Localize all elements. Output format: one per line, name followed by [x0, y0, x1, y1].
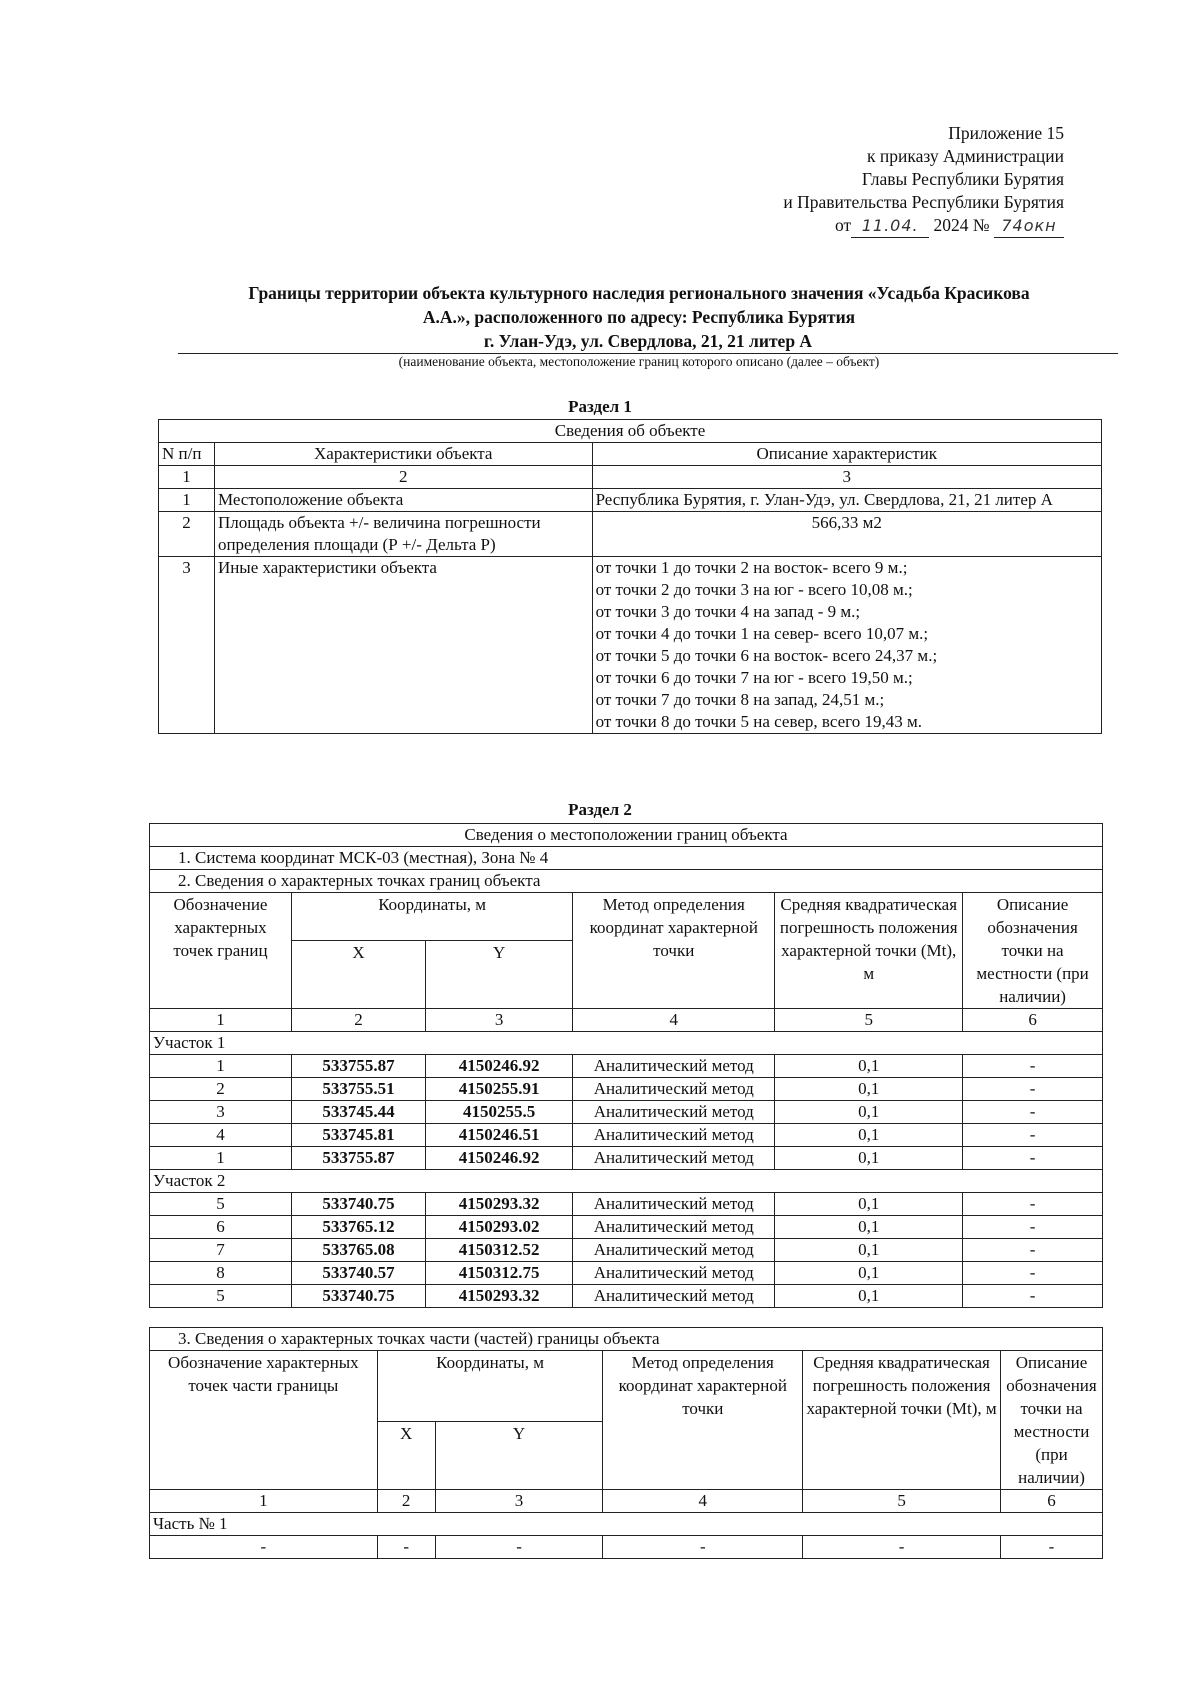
point-number: 7 — [150, 1239, 292, 1262]
order-date-line — [783, 214, 1064, 238]
row-description-list — [592, 557, 1101, 734]
header-y: Y — [435, 1422, 603, 1490]
point-y: 4150246.92 — [425, 1147, 572, 1170]
point-x: 533765.08 — [291, 1239, 425, 1262]
point-method: Аналитический метод — [573, 1101, 775, 1124]
numbering-cell: 3 — [435, 1490, 603, 1513]
numbering-cell: 5 — [803, 1490, 1001, 1513]
plot-name: Участок 2 — [150, 1170, 1103, 1193]
numbering-cell: 1 — [159, 466, 215, 489]
point-error: 0,1 — [775, 1193, 963, 1216]
part-cell: - — [1000, 1536, 1102, 1559]
header-method: Метод определения координат характерной точки — [603, 1351, 803, 1490]
section-1-title: Раздел 1 — [568, 397, 632, 416]
point-description: - — [963, 1262, 1103, 1285]
title-line-3: г. Улан-Удэ, ул. Свердлова, 21, 21 литер А — [178, 329, 1118, 354]
part-cell: - — [435, 1536, 603, 1559]
point-number: 4 — [150, 1124, 292, 1147]
point-y: 4150293.02 — [425, 1216, 572, 1239]
header-error: Средняя квадратическая погрешность положения характерной точки (Mt), м — [775, 893, 963, 1009]
table-row — [159, 557, 1102, 734]
appendix-line: и Правительства Республики Бурятия — [783, 192, 1064, 212]
table-row — [159, 489, 1102, 512]
point-method: Аналитический метод — [573, 1124, 775, 1147]
header-error: Средняя квадратическая погрешность положения характерной точки (Mt), м — [803, 1351, 1001, 1490]
point-x: 533740.75 — [291, 1285, 425, 1308]
point-method: Аналитический метод — [573, 1239, 775, 1262]
point-method: Аналитический метод — [573, 1262, 775, 1285]
title-line-2: А.А.», расположенного по адресу: Республика Бурятия — [422, 307, 856, 327]
point-error: 0,1 — [775, 1285, 963, 1308]
point-x: 533745.44 — [291, 1101, 425, 1124]
point-error: 0,1 — [775, 1147, 963, 1170]
point-number: 1 — [150, 1055, 292, 1078]
numbering-cell: 6 — [963, 1009, 1103, 1032]
header-description: Описание обозначения точки на местности (при наличии) — [1000, 1351, 1102, 1490]
order-year: 2024 № — [933, 215, 990, 235]
numbering-cell: 3 — [592, 466, 1101, 489]
point-y: 4150246.51 — [425, 1124, 572, 1147]
point-method: Аналитический метод — [573, 1216, 775, 1239]
title-note: (наименование объекта, местоположение границ которого описано (далее – объект) — [398, 354, 880, 369]
parts-caption: 3. Сведения о характерных точках части (частей) границы объекта — [150, 1328, 1103, 1351]
point-x: 533740.57 — [291, 1262, 425, 1285]
object-info-table — [158, 419, 1102, 734]
point-error: 0,1 — [775, 1078, 963, 1101]
point-number: 3 — [150, 1101, 292, 1124]
section-2-title: Раздел 2 — [568, 800, 632, 819]
point-error: 0,1 — [775, 1262, 963, 1285]
point-number: 5 — [150, 1193, 292, 1216]
segment-line: от точки 7 до точки 8 на запад, 24,51 м.; — [595, 690, 885, 709]
appendix-line: к приказу Администрации — [867, 146, 1064, 166]
table-row — [159, 512, 1102, 557]
segment-line: от точки 3 до точки 4 на запад - 9 м.; — [595, 602, 861, 621]
row-name: Площадь объекта +/- величина погрешности определения площади (Р +/- Дельта Р) — [214, 512, 592, 557]
point-error: 0,1 — [775, 1239, 963, 1262]
part-cell: - — [377, 1536, 435, 1559]
point-number: 8 — [150, 1262, 292, 1285]
table-row — [150, 1193, 1103, 1216]
table-row — [150, 1101, 1103, 1124]
table-row — [150, 1055, 1103, 1078]
point-x: 533745.81 — [291, 1124, 425, 1147]
segment-line: от точки 5 до точки 6 на восток- всего 24,37 м.; — [595, 646, 938, 665]
header-y: Y — [425, 941, 572, 1009]
table-row — [150, 1078, 1103, 1101]
row-number: 3 — [159, 557, 215, 734]
appendix-header — [783, 122, 1064, 238]
part-cell: - — [603, 1536, 803, 1559]
header-cell: Описание характеристик — [592, 443, 1101, 466]
header-cell: N п/п — [159, 443, 215, 466]
table-row — [150, 1239, 1103, 1262]
point-x: 533765.12 — [291, 1216, 425, 1239]
point-error: 0,1 — [775, 1055, 963, 1078]
plot-name: Участок 1 — [150, 1032, 1103, 1055]
header-x: X — [291, 941, 425, 1009]
table-caption: Сведения об объекте — [159, 420, 1102, 443]
point-description: - — [963, 1193, 1103, 1216]
point-description: - — [963, 1147, 1103, 1170]
point-y: 4150312.52 — [425, 1239, 572, 1262]
point-description: - — [963, 1078, 1103, 1101]
table-row — [150, 1124, 1103, 1147]
point-method: Аналитический метод — [573, 1055, 775, 1078]
numbering-cell: 4 — [603, 1490, 803, 1513]
document-title — [160, 281, 1118, 354]
header-designation: Обозначение характерных точек части границы — [150, 1351, 378, 1490]
part-cell: - — [150, 1536, 378, 1559]
point-method: Аналитический метод — [573, 1147, 775, 1170]
table-row — [150, 1216, 1103, 1239]
point-error: 0,1 — [775, 1101, 963, 1124]
table-row — [150, 1536, 1103, 1559]
point-description: - — [963, 1101, 1103, 1124]
header-designation: Обозначение характерных точек границ — [150, 893, 292, 1009]
point-description: - — [963, 1124, 1103, 1147]
point-description: - — [963, 1216, 1103, 1239]
numbering-cell: 4 — [573, 1009, 775, 1032]
point-description: - — [963, 1055, 1103, 1078]
row-description: Республика Бурятия, г. Улан-Удэ, ул. Свердлова, 21, 21 литер А — [592, 489, 1101, 512]
header-method: Метод определения координат характерной точки — [573, 893, 775, 1009]
point-number: 2 — [150, 1078, 292, 1101]
numbering-cell: 6 — [1000, 1490, 1102, 1513]
header-cell: Характеристики объекта — [214, 443, 592, 466]
coordinate-system: 1. Система координат МСК-03 (местная), Зона № 4 — [150, 847, 1103, 870]
row-number: 1 — [159, 489, 215, 512]
point-y: 4150293.32 — [425, 1285, 572, 1308]
boundary-points-table — [149, 823, 1103, 1308]
numbering-cell: 1 — [150, 1009, 292, 1032]
segment-line: от точки 2 до точки 3 на юг - всего 10,08 м.; — [595, 580, 913, 599]
segment-line: от точки 4 до точки 1 на север- всего 10,07 м.; — [595, 624, 929, 643]
point-x: 533755.87 — [291, 1147, 425, 1170]
plot-2-points — [150, 1193, 1103, 1308]
point-number: 5 — [150, 1285, 292, 1308]
point-description: - — [963, 1239, 1103, 1262]
point-error: 0,1 — [775, 1216, 963, 1239]
point-x: 533755.51 — [291, 1078, 425, 1101]
appendix-line: Приложение 15 — [948, 123, 1064, 143]
title-line-1: Границы территории объекта культурного наследия регионального значения «Усадьба Красикова — [248, 283, 1030, 303]
plot-1-points — [150, 1055, 1103, 1170]
point-method: Аналитический метод — [573, 1193, 775, 1216]
header-x: X — [377, 1422, 435, 1490]
part-name: Часть № 1 — [150, 1513, 1103, 1536]
point-y: 4150312.75 — [425, 1262, 572, 1285]
row-name: Иные характеристики объекта — [214, 557, 592, 734]
appendix-line: Главы Республики Бурятия — [861, 169, 1064, 189]
segment-line: от точки 8 до точки 5 на север, всего 19,43 м. — [595, 712, 922, 731]
point-x: 533755.87 — [291, 1055, 425, 1078]
numbering-cell: 1 — [150, 1490, 378, 1513]
point-number: 6 — [150, 1216, 292, 1239]
numbering-cell: 3 — [425, 1009, 572, 1032]
table-row — [150, 1147, 1103, 1170]
part-cell: - — [803, 1536, 1001, 1559]
date-prefix: от — [835, 215, 852, 235]
points-caption: 2. Сведения о характерных точках границ объекта — [150, 870, 1103, 893]
segment-line: от точки 1 до точки 2 на восток- всего 9 м.; — [595, 558, 908, 577]
handwritten-date: 11.04. — [851, 214, 929, 238]
row-description: 566,33 м2 — [592, 512, 1101, 557]
boundary-parts-table — [149, 1327, 1103, 1559]
row-number: 2 — [159, 512, 215, 557]
point-number: 1 — [150, 1147, 292, 1170]
numbering-cell: 2 — [291, 1009, 425, 1032]
point-method: Аналитический метод — [573, 1285, 775, 1308]
point-description: - — [963, 1285, 1103, 1308]
numbering-cell: 2 — [377, 1490, 435, 1513]
point-y: 4150293.32 — [425, 1193, 572, 1216]
point-x: 533740.75 — [291, 1193, 425, 1216]
point-method: Аналитический метод — [573, 1078, 775, 1101]
numbering-cell: 5 — [775, 1009, 963, 1032]
header-coords: Координаты, м — [291, 893, 572, 941]
point-y: 4150255.5 — [425, 1101, 572, 1124]
table-row — [150, 1262, 1103, 1285]
table-row — [150, 1285, 1103, 1308]
row-name: Местоположение объекта — [214, 489, 592, 512]
handwritten-number: 74окн — [994, 214, 1064, 238]
point-error: 0,1 — [775, 1124, 963, 1147]
point-y: 4150255.91 — [425, 1078, 572, 1101]
numbering-cell: 2 — [214, 466, 592, 489]
segment-line: от точки 6 до точки 7 на юг - всего 19,50 м.; — [595, 668, 913, 687]
header-coords: Координаты, м — [377, 1351, 603, 1422]
point-y: 4150246.92 — [425, 1055, 572, 1078]
header-description: Описание обозначения точки на местности (при наличии) — [963, 893, 1103, 1009]
table-caption: Сведения о местоположении границ объекта — [150, 824, 1103, 847]
